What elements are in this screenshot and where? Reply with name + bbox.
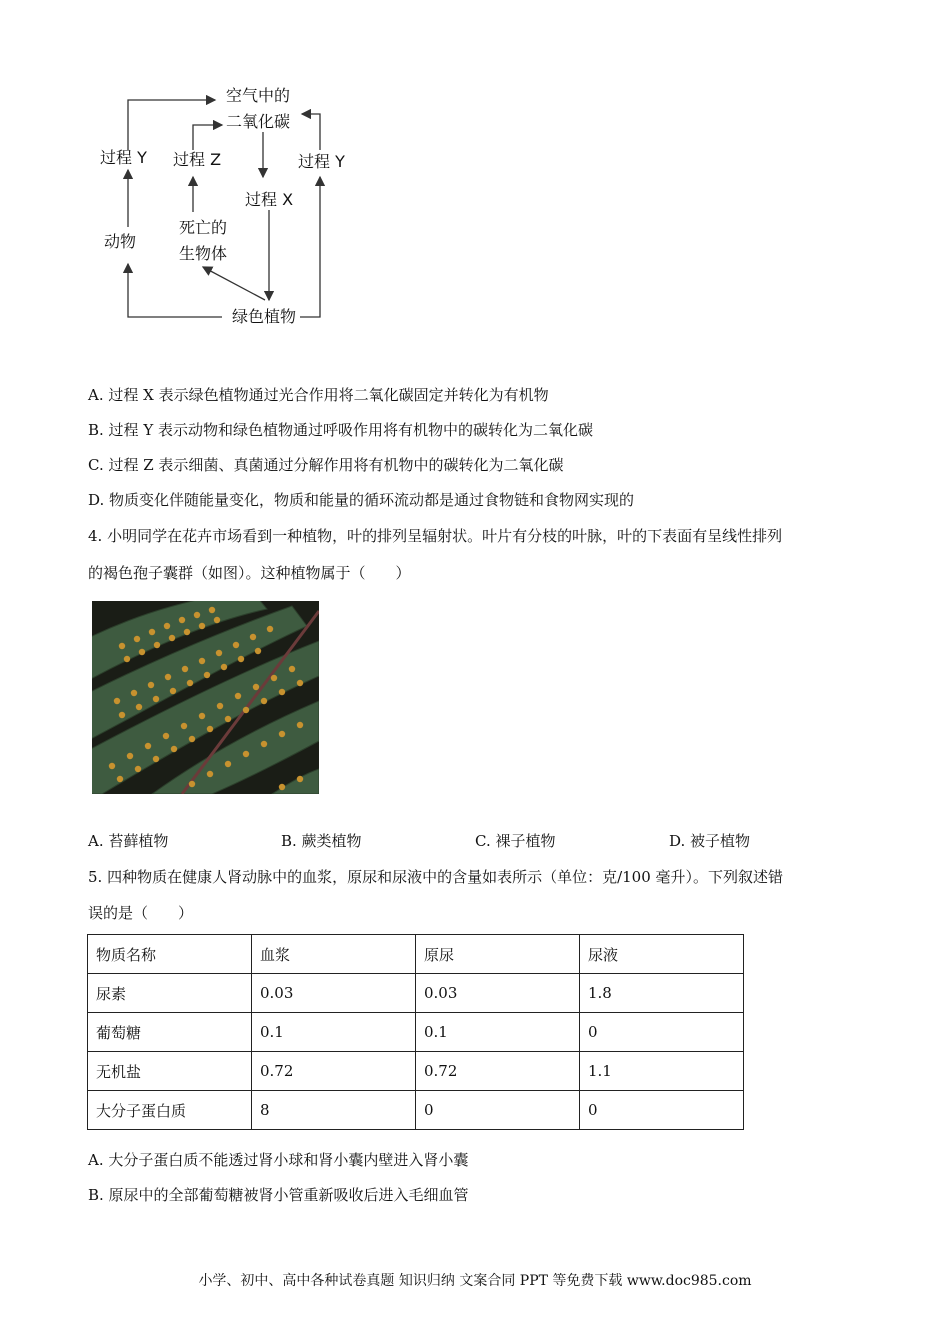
process-y-left-label: 过程 Y	[100, 148, 147, 167]
substance-content-table	[87, 934, 744, 1130]
fern-sori-photo	[92, 601, 319, 794]
q4-option-a: A. 苔藓植物	[88, 832, 169, 850]
table-cell: 0.1	[252, 1013, 416, 1052]
table-header-cell: 物质名称	[88, 935, 252, 974]
page-footer: 小学、初中、高中各种试卷真题 知识归纳 文案合同 PPT 等免费下载 www.doc985.com	[198, 1273, 752, 1289]
process-y-right-label: 过程 Y	[298, 152, 345, 171]
table-cell: 0	[416, 1091, 580, 1130]
q4-option-d: D. 被子植物	[669, 832, 751, 850]
q5-stem-line2: 误的是（ ）	[88, 904, 194, 922]
co2-label-line1: 空气中的	[226, 86, 291, 105]
dead-organism-label-line2: 生物体	[179, 244, 228, 263]
table-cell: 大分子蛋白质	[88, 1091, 252, 1130]
q3-option-d: D. 物质变化伴随能量变化，物质和能量的循环流动都是通过食物链和食物网实现的	[88, 491, 635, 509]
q5-stem-line1: 5. 四种物质在健康人肾动脉中的血浆，原尿和尿液中的含量如表所示（单位：克/100 毫升）。下列叙述错	[88, 868, 784, 886]
table-header-cell: 血浆	[252, 935, 416, 974]
q4-option-c: C. 裸子植物	[475, 832, 556, 850]
dead-organism-label-line1: 死亡的	[179, 218, 228, 237]
process-x-label: 过程 X	[245, 190, 294, 209]
table-cell: 0.03	[416, 974, 580, 1013]
animal-label: 动物	[104, 232, 137, 251]
co2-label-line2: 二氧化碳	[226, 112, 291, 131]
table-header-cell: 原尿	[416, 935, 580, 974]
q5-option-b: B. 原尿中的全部葡萄糖被肾小管重新吸收后进入毛细血管	[88, 1186, 469, 1204]
table-cell: 尿素	[88, 974, 252, 1013]
table-row	[88, 1013, 744, 1052]
table-row	[88, 1091, 744, 1130]
table-cell: 1.1	[580, 1052, 744, 1091]
table-header-cell: 尿液	[580, 935, 744, 974]
table-cell: 8	[252, 1091, 416, 1130]
q4-stem-line1: 4. 小明同学在花卉市场看到一种植物，叶的排列呈辐射状。叶片有分枝的叶脉，叶的下表面有呈线性排列	[88, 527, 783, 545]
table-cell: 1.8	[580, 974, 744, 1013]
carbon-cycle-diagram	[90, 82, 370, 332]
q3-option-c: C. 过程 Z 表示细菌、真菌通过分解作用将有机物中的碳转化为二氧化碳	[88, 456, 564, 474]
table-cell: 0.1	[416, 1013, 580, 1052]
table-cell: 葡萄糖	[88, 1013, 252, 1052]
table-cell: 0.72	[252, 1052, 416, 1091]
table-cell: 无机盐	[88, 1052, 252, 1091]
q3-option-a: A. 过程 X 表示绿色植物通过光合作用将二氧化碳固定并转化为有机物	[88, 386, 549, 404]
table-row	[88, 1052, 744, 1091]
table-cell: 0.03	[252, 974, 416, 1013]
q4-options	[88, 830, 868, 852]
table-header-row	[88, 935, 744, 974]
q3-option-b: B. 过程 Y 表示动物和绿色植物通过呼吸作用将有机物中的碳转化为二氧化碳	[88, 421, 594, 439]
table-row	[88, 974, 744, 1013]
q5-option-a: A. 大分子蛋白质不能透过肾小球和肾小囊内壁进入肾小囊	[88, 1151, 469, 1169]
q4-stem-line2: 的褐色孢子囊群（如图）。这种植物属于（ ）	[88, 564, 411, 582]
table-cell: 0	[580, 1091, 744, 1130]
q4-option-b: B. 蕨类植物	[281, 832, 362, 850]
table-cell: 0	[580, 1013, 744, 1052]
green-plant-label: 绿色植物	[232, 307, 297, 326]
table-cell: 0.72	[416, 1052, 580, 1091]
fern-frond-illustration	[92, 601, 319, 794]
process-z-label: 过程 Z	[173, 150, 222, 169]
